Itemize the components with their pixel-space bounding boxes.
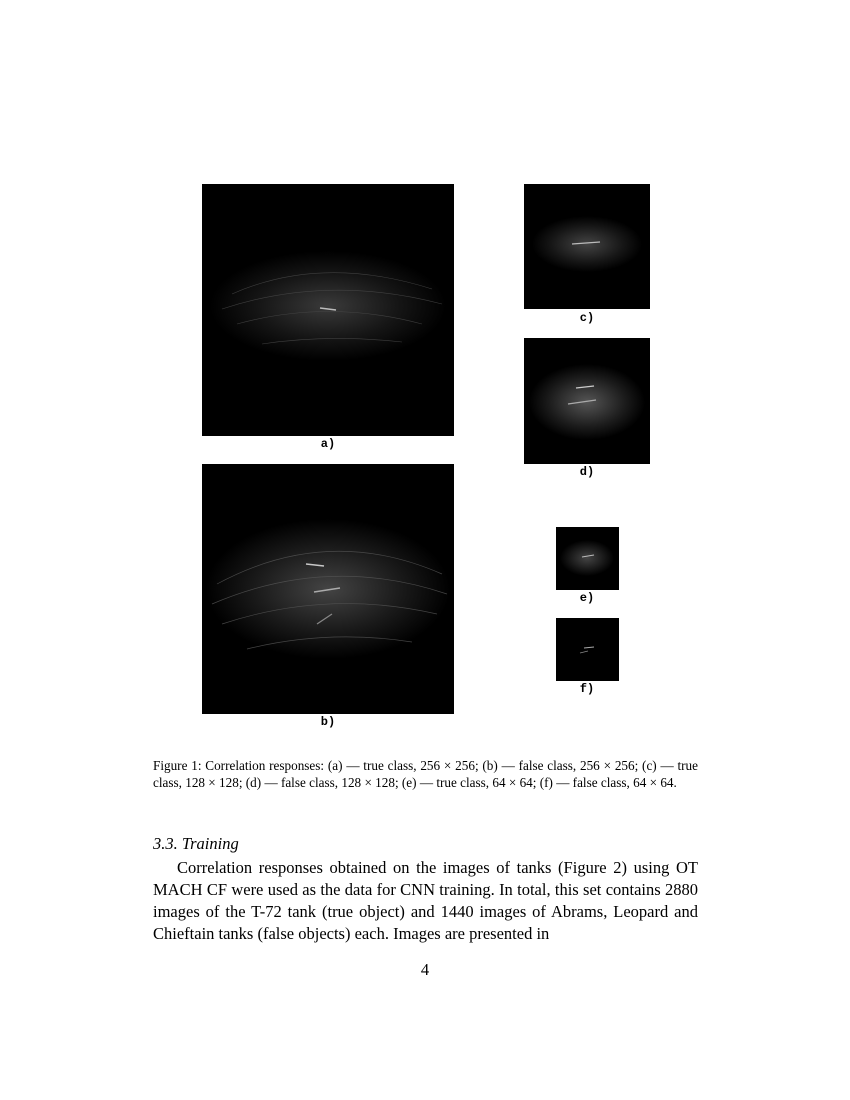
panel-label-e: e) xyxy=(579,591,595,605)
panel-label-c: c) xyxy=(579,311,595,325)
section-paragraph: Correlation responses obtained on the images of tanks (Figure 2) using OT MACH CF were used as the data for CNN training. In total, this set contains 2880 images of the T-72 tank (true object) and 1440 images of Abrams, Leopard and Chieftain tanks (false objects) each. Images are presented in xyxy=(153,858,698,943)
figure-panel-c xyxy=(524,184,650,309)
figure-panel-b xyxy=(202,464,454,714)
figure-caption: Figure 1: Correlation responses: (a) — true class, 256 × 256; (b) — false class, 256 × 256; (c) — true class, 128 × 128; (d) — false class, 128 × 128; (e) — true class, 64 × 64; (f) — false class, 64 × 64. xyxy=(153,758,698,790)
correlation-response-f xyxy=(556,618,619,681)
section-body xyxy=(153,857,698,945)
correlation-response-e xyxy=(556,527,619,590)
panel-label-f: f) xyxy=(579,682,595,696)
correlation-response-a xyxy=(202,184,454,436)
panel-label-a: a) xyxy=(320,437,336,451)
page-number: 4 xyxy=(420,960,430,979)
figure-panel-f xyxy=(556,618,619,681)
section-heading: 3.3. Training xyxy=(153,834,239,853)
panel-label-d: d) xyxy=(579,465,595,479)
figure-panel-a xyxy=(202,184,454,436)
correlation-response-d xyxy=(524,338,650,464)
panel-label-b: b) xyxy=(320,715,336,729)
correlation-response-b xyxy=(202,464,454,714)
figure-panel-e xyxy=(556,527,619,590)
figure-panel-d xyxy=(524,338,650,464)
correlation-response-c xyxy=(524,184,650,309)
